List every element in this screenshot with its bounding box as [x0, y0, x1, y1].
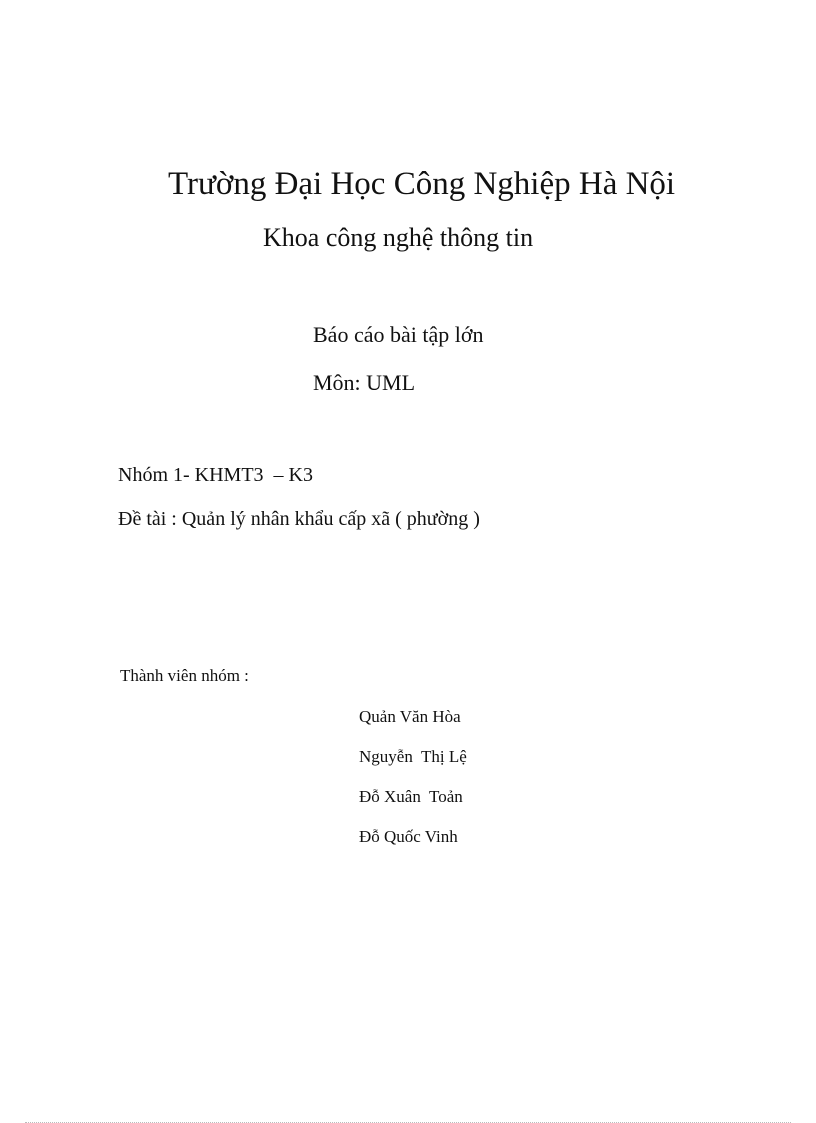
member-name: Nguyễn Thị Lệ	[359, 747, 467, 766]
school-name: Trường Đại Học Công Nghiệp Hà Nội	[168, 166, 676, 202]
member-name: Quản Văn Hòa	[359, 707, 461, 726]
faculty-name: Khoa công nghệ thông tin	[263, 223, 534, 252]
group-info: Nhóm 1- KHMT3 – K3	[118, 464, 313, 486]
members-label: Thành viên nhóm :	[120, 666, 249, 685]
member-name: Đỗ Xuân Toản	[359, 787, 463, 806]
member-name: Đỗ Quốc Vinh	[359, 827, 458, 846]
topic: Đề tài : Quản lý nhân khẩu cấp xã ( phường )	[118, 508, 480, 530]
subject: Môn: UML	[313, 370, 416, 395]
report-title: Báo cáo bài tập lớn	[313, 322, 484, 347]
